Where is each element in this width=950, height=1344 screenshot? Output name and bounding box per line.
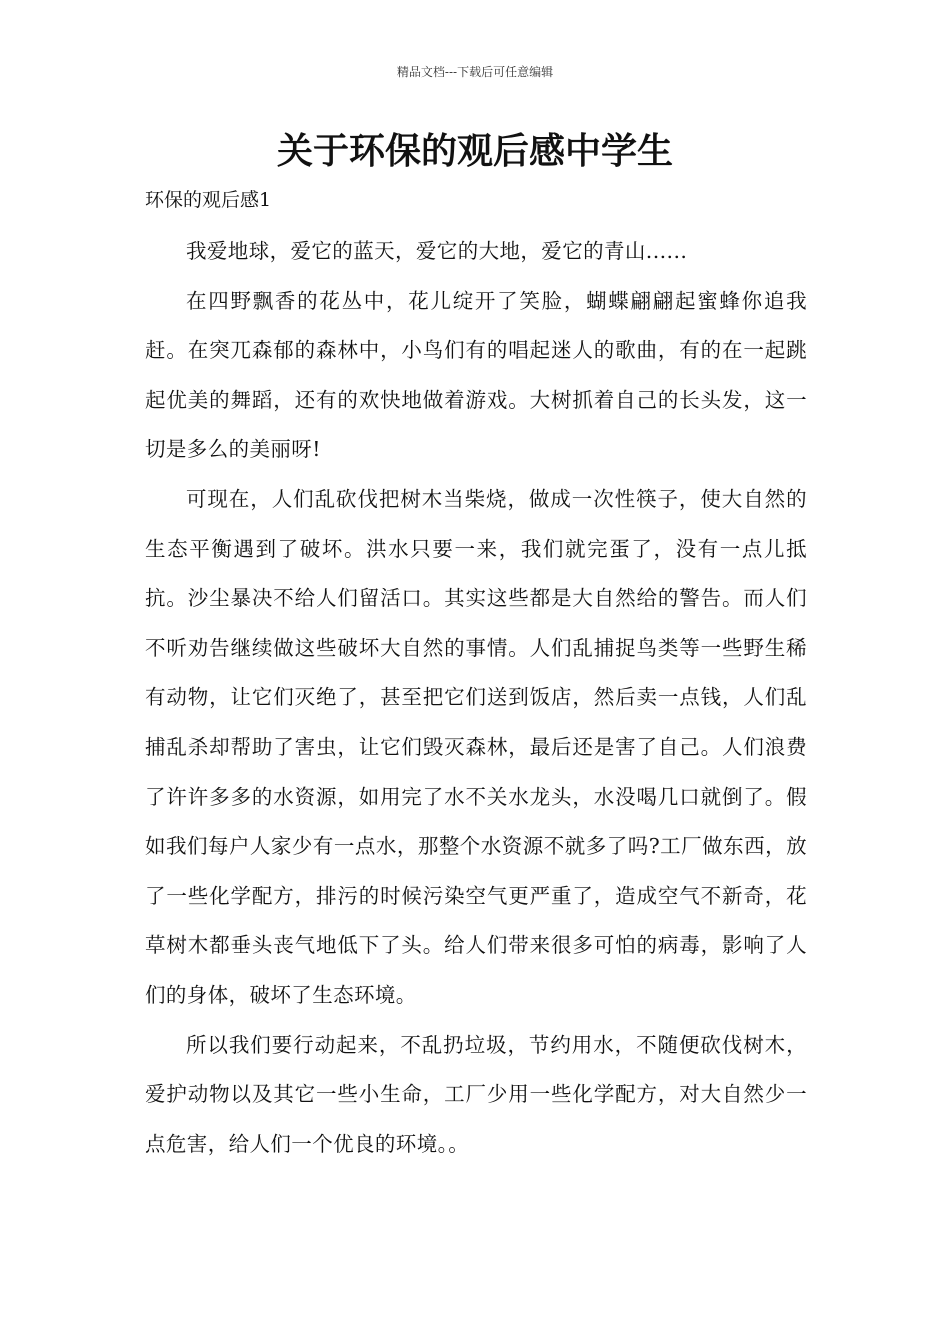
paragraph-4: 所以我们要行动起来，不乱扔垃圾，节约用水，不随便砍伐树木，爱护动物以及其它一些小生命，工厂少用一些化学配方，对大自然少一点危害，给人们一个优良的环境。。	[145, 1032, 807, 1156]
section-heading: 环保的观后感1	[145, 189, 272, 211]
header-note: 精品文档---下载后可任意编辑	[396, 65, 554, 79]
paragraph-1: 我爱地球，爱它的蓝天，爱它的大地，爱它的青山......	[186, 239, 688, 263]
paragraph-2: 在四野飘香的花丛中，花儿绽开了笑脸，蝴蝶翩翩起蜜蜂你追我赶。在突兀森郁的森林中，小鸟们有的唱起迷人的歌曲，有的在一起跳起优美的舞蹈，还有的欢快地做着游戏。大树抓着自己的长头发，这一切是多么的美丽呀!	[145, 288, 807, 462]
document-title: 关于环保的观后感中学生	[276, 131, 673, 172]
paragraph-3: 可现在，人们乱砍伐把树木当柴烧，做成一次性筷子，使大自然的生态平衡遇到了破坏。洪水只要一来，我们就完蛋了，没有一点儿抵抗。沙尘暴决不给人们留活口。其实这些都是大自然给的警告。而人们不听劝告继续做这些破坏大自然的事情。人们乱捕捉鸟类等一些野生稀有动物，让它们灭绝了，甚至把它们送到饭店，然后卖一点钱，人们乱捕乱杀却帮助了害虫，让它们毁灭森林，最后还是害了自己。人们浪费了许许多多的水资源，如用完了水不关水龙头，水没喝几口就倒了。假如我们每户人家少有一点水，那整个水资源不就多了吗?工厂做东西，放了一些化学配方，排污的时候污染空气更严重了，造成空气不新奇，花草树木都垂头丧气地低下了头。给人们带来很多可怕的病毒，影响了人们的身体，破坏了生态环境。	[145, 486, 807, 1007]
document-body	[145, 227, 807, 1169]
